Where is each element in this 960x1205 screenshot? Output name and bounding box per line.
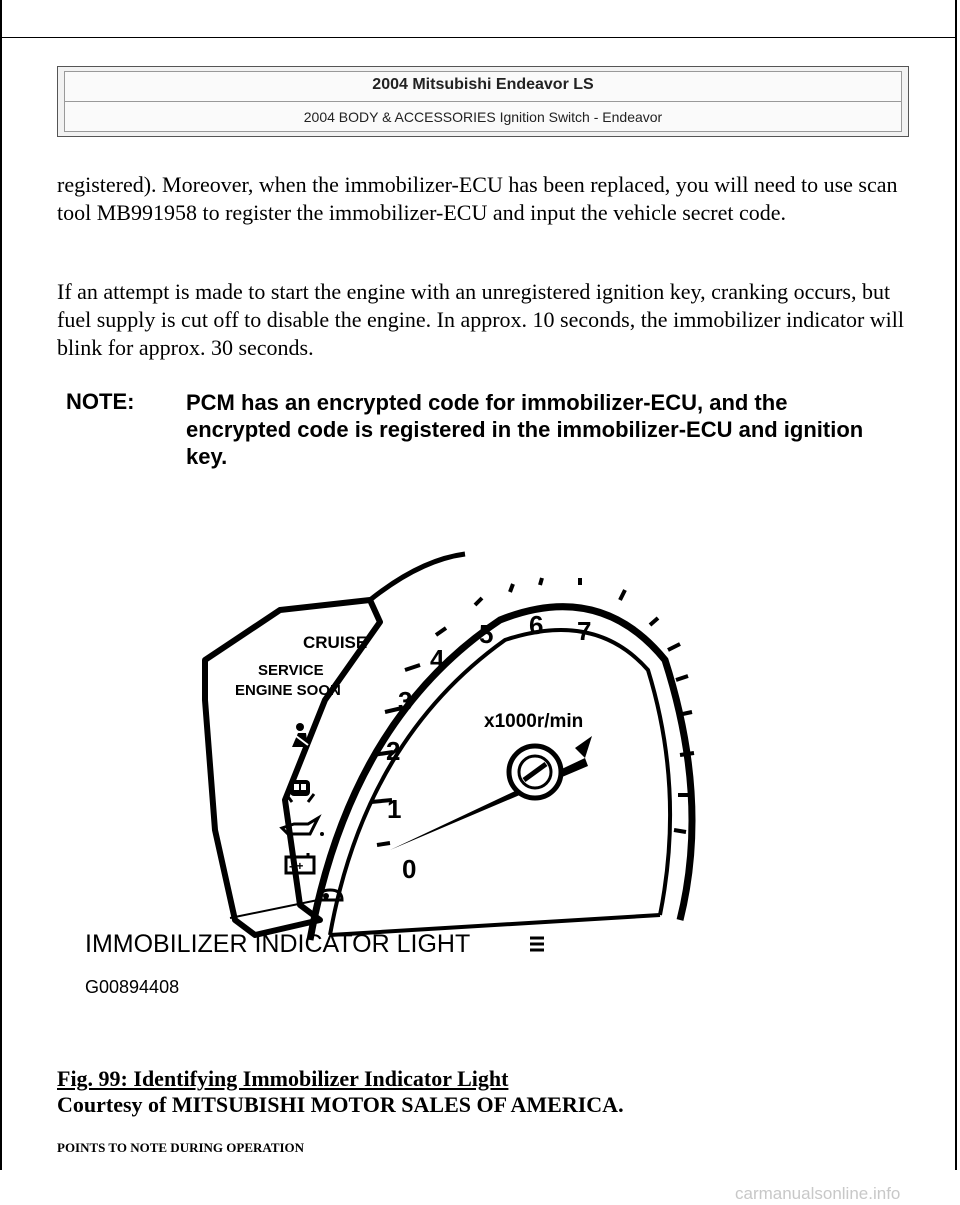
page-border-right: [955, 0, 957, 1170]
cluster-top-edge: [370, 554, 465, 600]
svg-text:- +: - +: [289, 859, 304, 873]
callout-end-marks: [530, 938, 544, 950]
page-border-top: [0, 37, 957, 38]
note-label: NOTE:: [66, 389, 135, 414]
tick-label-4: 4: [430, 644, 445, 674]
needle-tip: [575, 736, 592, 758]
tachometer-unit-label: x1000r/min: [484, 711, 584, 732]
figure-courtesy: Courtesy of MITSUBISHI MOTOR SALES OF AMERICA.: [57, 1092, 624, 1117]
note-text: PCM has an encrypted code for immobilizer-ECU, and the encrypted code is registered in the immobilizer-ECU and ignition key.: [186, 390, 864, 469]
tick-label-5: 5: [479, 619, 494, 649]
tick-label-2: 2: [386, 736, 401, 766]
watermark-link[interactable]: carmanualsonline.info: [735, 1184, 901, 1203]
page-border-left: [0, 0, 2, 1170]
document-header-inner: [64, 71, 902, 132]
cruise-label: CRUISE: [303, 633, 368, 652]
tick-label-3: 3: [398, 686, 413, 716]
header-title: 2004 Mitsubishi Endeavor LS: [372, 76, 594, 93]
instrument-cluster-figure: [80, 540, 700, 1010]
body-paragraph-2: If an attempt is made to start the engine with an unregistered ignition key, cranking occurs, but fuel supply is cut off to disable the engine. In approx. 10 seconds, the immobilizer indicator will blink for approx. 30 seconds.: [57, 279, 905, 360]
header-divider: [65, 101, 901, 102]
tick-label-7: 7: [577, 616, 592, 646]
tick-label-1: 1: [387, 794, 402, 824]
figure-caption: Fig. 99: Identifying Immobilizer Indicator Light: [57, 1066, 509, 1091]
document-header: [57, 66, 909, 137]
tachometer-inner-ring: [330, 630, 670, 935]
callout-label: IMMOBILIZER INDICATOR LIGHT: [85, 930, 471, 958]
engine-soon-label: ENGINE SOON: [235, 682, 341, 699]
header-subtitle: 2004 BODY & ACCESSORIES Ignition Switch - Endeavor: [303, 109, 663, 125]
battery-icon: [286, 853, 314, 873]
section-heading: POINTS TO NOTE DURING OPERATION: [57, 1140, 305, 1155]
service-label: SERVICE: [258, 662, 324, 679]
door-ajar-icon: [286, 780, 314, 802]
figure-code: G00894408: [85, 977, 180, 997]
tick-label-0: 0: [402, 854, 417, 884]
tick-label-6: 6: [529, 610, 544, 640]
body-paragraph-1: registered). Moreover, when the immobilizer-ECU has been replaced, you will need to use scan tool MB991958 to register the immobilizer-ECU and input the vehicle secret code.: [57, 172, 898, 225]
